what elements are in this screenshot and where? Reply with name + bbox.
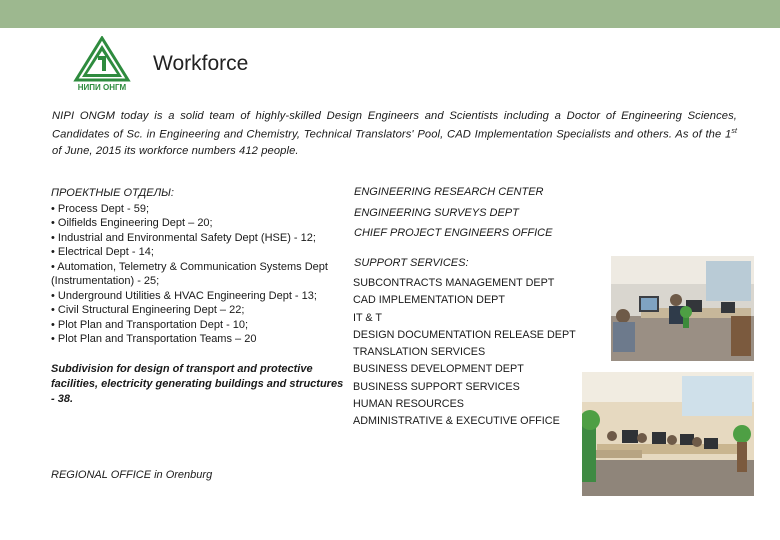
- company-logo: [72, 36, 132, 92]
- surveys-dept: ENGINEERING SURVEYS DEPT: [354, 207, 519, 219]
- dept-item: • Oilfields Engineering Dept – 20;: [51, 217, 213, 229]
- intro-paragraph: [52, 108, 737, 159]
- dept-item: • Industrial and Environmental Safety Dept (HSE) - 12;: [51, 231, 316, 244]
- subdivision-text: Subdivision for design of transport and protective facilities, electricity generating buildings and structures - 38.: [51, 363, 344, 405]
- dept-item: • Plot Plan and Transportation Dept - 10;: [51, 318, 249, 331]
- dept-item: • Plot Plan and Transportation Teams – 20: [51, 333, 257, 345]
- support-heading: SUPPORT SERVICES:: [354, 257, 469, 269]
- design-departments: [51, 186, 351, 347]
- list-item: BUSINESS SUPPORT SERVICES: [353, 380, 520, 393]
- intro-sup: st: [731, 128, 737, 135]
- intro-text-after: of June, 2015 its workforce numbers 412 people.: [52, 144, 299, 157]
- design-depts-heading: ПРОЕКТНЫЕ ОТДЕЛЫ:: [51, 187, 174, 199]
- dept-item: • Electrical Dept - 14;: [51, 246, 154, 258]
- office-photo-1: [611, 256, 754, 361]
- chief-office: CHIEF PROJECT ENGINEERS OFFICE: [354, 227, 553, 239]
- logo-text: НИПИ ОНГМ: [77, 83, 127, 92]
- support-services-list: [353, 275, 576, 431]
- list-item: HUMAN RESOURCES: [353, 398, 464, 411]
- page-title: Workforce: [153, 52, 249, 75]
- header-bar: [0, 0, 780, 28]
- list-item: TRANSLATION SERVICES: [353, 346, 486, 359]
- list-item: IT & T: [353, 311, 383, 324]
- list-item: DESIGN DOCUMENTATION RELEASE DEPT: [353, 328, 576, 341]
- research-center: ENGINEERING RESEARCH CENTER: [354, 186, 544, 198]
- list-item: CAD IMPLEMENTATION DEPT: [353, 294, 505, 307]
- regional-office: REGIONAL OFFICE in Orenburg: [51, 469, 213, 481]
- dept-item: • Civil Structural Engineering Dept – 22;: [51, 304, 245, 316]
- dept-item: • Underground Utilities & HVAC Engineering Dept - 13;: [51, 289, 317, 302]
- dept-item: • Automation, Telemetry & Communication Systems Dept (Instrumentation) - 25;: [51, 260, 328, 287]
- intro-text-before: NIPI ONGM today is a solid team of highly-skilled Design Engineers and Scientists including a Doctor of Engineering Sciences, Candidates of Sc. in Engineering and Chemistry, Technical Translators' Pool, CAD Implementation Specialists and others. As of the 1: [52, 110, 737, 141]
- list-item: BUSINESS DEVELOPMENT DEPT: [353, 363, 524, 376]
- list-item: SUBCONTRACTS MANAGEMENT DEPT: [353, 277, 555, 289]
- dept-item: • Process Dept - 59;: [51, 202, 150, 215]
- list-item: ADMINISTRATIVE & EXECUTIVE OFFICE: [353, 415, 560, 428]
- office-photo-2: [582, 372, 754, 496]
